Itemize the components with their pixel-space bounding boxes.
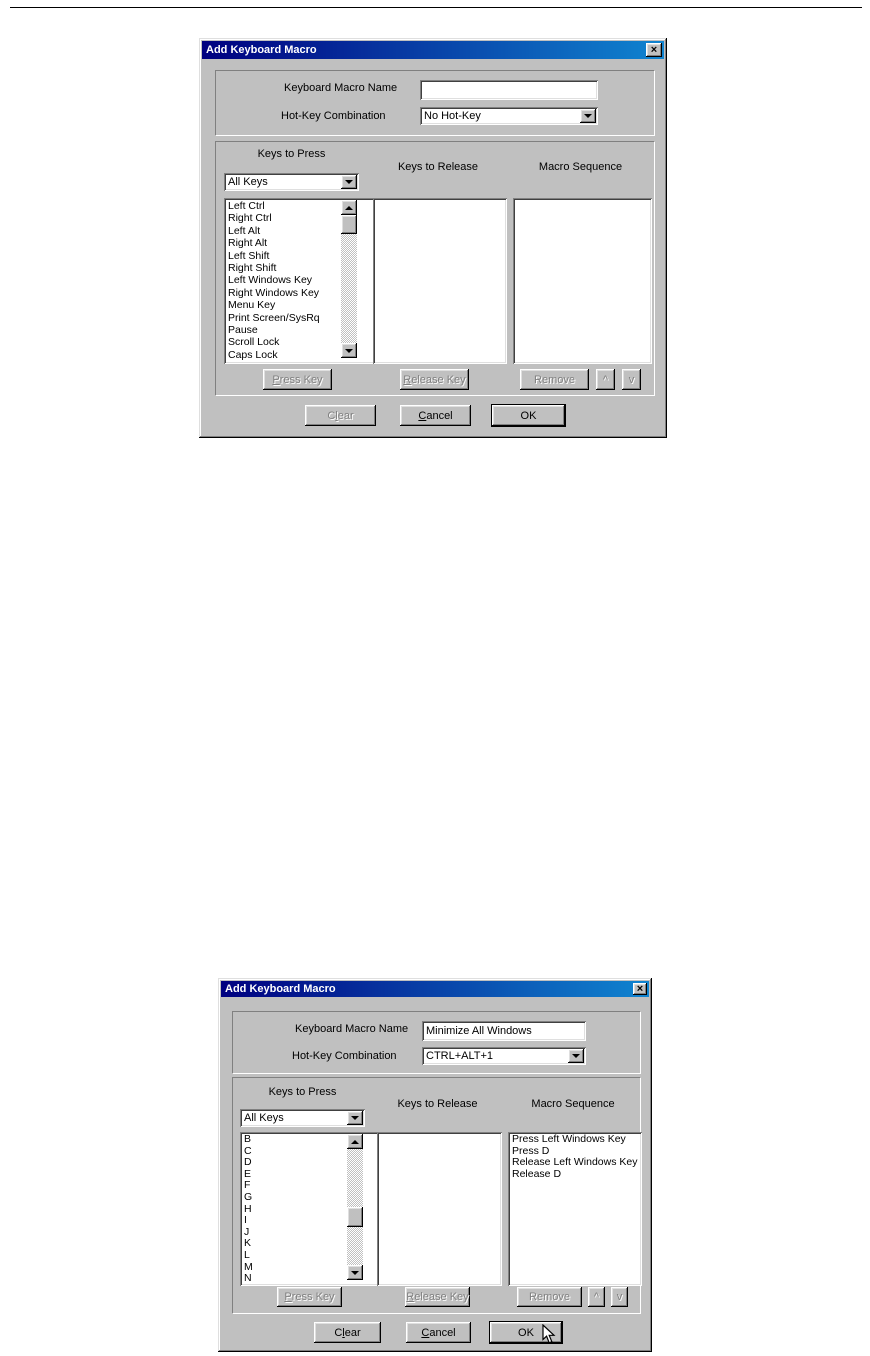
dialog-title: Add Keyboard Macro: [225, 983, 336, 995]
add-keyboard-macro-dialog-1: [199, 38, 667, 438]
hotkey-dropdown-button[interactable]: [568, 1049, 584, 1063]
list-item[interactable]: D: [244, 1157, 252, 1169]
release-key-button[interactable]: R elease Key: [400, 369, 469, 390]
key-filter-combobox[interactable]: [224, 173, 359, 191]
remove-button[interactable]: Remove: [517, 1287, 582, 1307]
list-item[interactable]: Press Left Windows Key: [512, 1134, 626, 1145]
list-item[interactable]: E: [244, 1168, 252, 1180]
keys-to-release-list[interactable]: [377, 1132, 502, 1286]
clear-button[interactable]: C l ear: [314, 1322, 381, 1343]
chevron-down-icon: [572, 1054, 580, 1058]
list-item[interactable]: Left Ctrl: [228, 200, 265, 212]
release-key-button[interactable]: R elease Key: [405, 1287, 470, 1307]
list-item[interactable]: L: [244, 1249, 250, 1261]
close-icon: ×: [636, 983, 644, 995]
chevron-down-icon: [584, 114, 592, 118]
vertical-scrollbar[interactable]: [347, 1134, 363, 1280]
keys-to-press-list[interactable]: [240, 1132, 385, 1286]
list-item[interactable]: H: [244, 1203, 252, 1215]
list-item[interactable]: Release D: [512, 1168, 562, 1180]
hotkey-dropdown-button[interactable]: [580, 109, 596, 123]
list-item[interactable]: C: [244, 1145, 252, 1157]
macro-sequence-label: Macro Sequence: [538, 161, 623, 173]
scroll-down-button[interactable]: [347, 1265, 363, 1280]
dialog-title: Add Keyboard Macro: [206, 44, 317, 56]
list-item[interactable]: Pause: [228, 323, 258, 336]
list-item[interactable]: Menu Key: [228, 299, 276, 312]
key-filter-combobox[interactable]: [240, 1109, 365, 1127]
list-item[interactable]: F: [244, 1180, 251, 1192]
keys-to-press-label: Keys to Press: [268, 1086, 337, 1098]
keys-to-release-list[interactable]: [373, 198, 507, 364]
list-item[interactable]: Left Windows Key: [228, 274, 313, 287]
macro-name-label: Keyboard Macro Name: [295, 1023, 409, 1035]
list-item[interactable]: Print Screen/SysRq: [228, 311, 320, 324]
cancel-button[interactable]: C ancel: [400, 405, 471, 426]
close-button[interactable]: [646, 43, 662, 57]
scroll-down-icon: [345, 349, 353, 353]
list-item[interactable]: Left Alt: [228, 224, 261, 237]
list-item[interactable]: G: [244, 1191, 253, 1203]
move-up-button[interactable]: ^: [596, 369, 615, 390]
keys-group: [215, 141, 655, 396]
name-hotkey-group: [232, 1011, 641, 1074]
keys-to-press-label: Keys to Press: [257, 148, 326, 160]
key-filter-dropdown-button[interactable]: [347, 1111, 363, 1125]
clear-button[interactable]: C l ear: [305, 405, 376, 426]
key-filter-value: All Keys: [228, 176, 268, 188]
hotkey-combobox-value: CTRL+ALT+1: [426, 1050, 494, 1062]
list-item[interactable]: Scroll Lock: [228, 336, 280, 349]
chevron-down-icon: [351, 1116, 359, 1120]
ok-button[interactable]: OK: [492, 405, 565, 426]
macro-sequence-list[interactable]: [508, 1132, 642, 1286]
hotkey-combobox[interactable]: [420, 107, 598, 125]
scrollbar-thumb[interactable]: [341, 215, 357, 234]
macro-name-input[interactable]: [422, 1021, 586, 1041]
name-hotkey-group: [215, 70, 655, 136]
list-item[interactable]: Right Alt: [228, 237, 268, 250]
ok-button[interactable]: OK: [490, 1322, 562, 1343]
list-item[interactable]: Press D: [512, 1145, 550, 1157]
close-button[interactable]: [633, 983, 647, 995]
dialog-titlebar[interactable]: [202, 41, 664, 59]
move-up-button[interactable]: ^: [588, 1287, 605, 1307]
hotkey-combobox[interactable]: [422, 1047, 586, 1065]
cancel-button[interactable]: C ancel: [406, 1322, 471, 1343]
move-down-button[interactable]: v: [622, 369, 641, 390]
keys-group: [232, 1077, 641, 1314]
page-top-rule: [10, 7, 862, 8]
scroll-up-button[interactable]: [347, 1134, 363, 1149]
press-key-button[interactable]: P ress Key: [263, 369, 332, 390]
scroll-up-button[interactable]: [341, 200, 357, 215]
scroll-down-icon: [351, 1271, 359, 1275]
remove-button[interactable]: Remove: [520, 369, 589, 390]
move-down-button[interactable]: v: [611, 1287, 628, 1307]
scroll-up-icon: [351, 1140, 359, 1144]
add-keyboard-macro-dialog-2: [218, 978, 652, 1352]
chevron-down-icon: [345, 180, 353, 184]
scroll-up-icon: [345, 206, 353, 210]
list-item[interactable]: B: [244, 1134, 252, 1145]
list-item[interactable]: N: [244, 1273, 252, 1285]
list-item[interactable]: Right Shift: [228, 261, 277, 274]
scroll-down-button[interactable]: [341, 343, 357, 358]
vertical-scrollbar[interactable]: [341, 200, 357, 358]
list-item[interactable]: Release Left Windows Key: [512, 1157, 638, 1169]
scrollbar-thumb[interactable]: [347, 1207, 363, 1227]
hotkey-label: Hot-Key Combination: [281, 110, 386, 122]
macro-sequence-list[interactable]: [513, 198, 652, 364]
list-item[interactable]: K: [244, 1238, 252, 1250]
macro-sequence-label: Macro Sequence: [531, 1098, 615, 1110]
keys-to-release-label: Keys to Release: [397, 161, 479, 173]
hotkey-label: Hot-Key Combination: [292, 1050, 397, 1062]
macro-name-label: Keyboard Macro Name: [284, 82, 398, 94]
list-item[interactable]: M: [244, 1261, 253, 1273]
keys-to-release-label: Keys to Release: [397, 1098, 478, 1110]
list-item[interactable]: J: [244, 1226, 250, 1238]
list-item[interactable]: Caps Lock: [228, 348, 278, 361]
list-item[interactable]: Right Windows Key: [228, 286, 320, 299]
key-filter-dropdown-button[interactable]: [341, 175, 357, 189]
list-item[interactable]: Left Shift: [228, 249, 270, 262]
press-key-button[interactable]: P ress Key: [277, 1287, 342, 1307]
macro-name-input[interactable]: [420, 80, 598, 100]
close-icon: ×: [650, 44, 658, 56]
list-item[interactable]: I: [244, 1215, 247, 1227]
hotkey-combobox-value: No Hot-Key: [424, 110, 481, 122]
dialog-titlebar[interactable]: [221, 981, 649, 997]
list-item[interactable]: Right Ctrl: [228, 212, 272, 225]
key-filter-value: All Keys: [244, 1112, 284, 1124]
